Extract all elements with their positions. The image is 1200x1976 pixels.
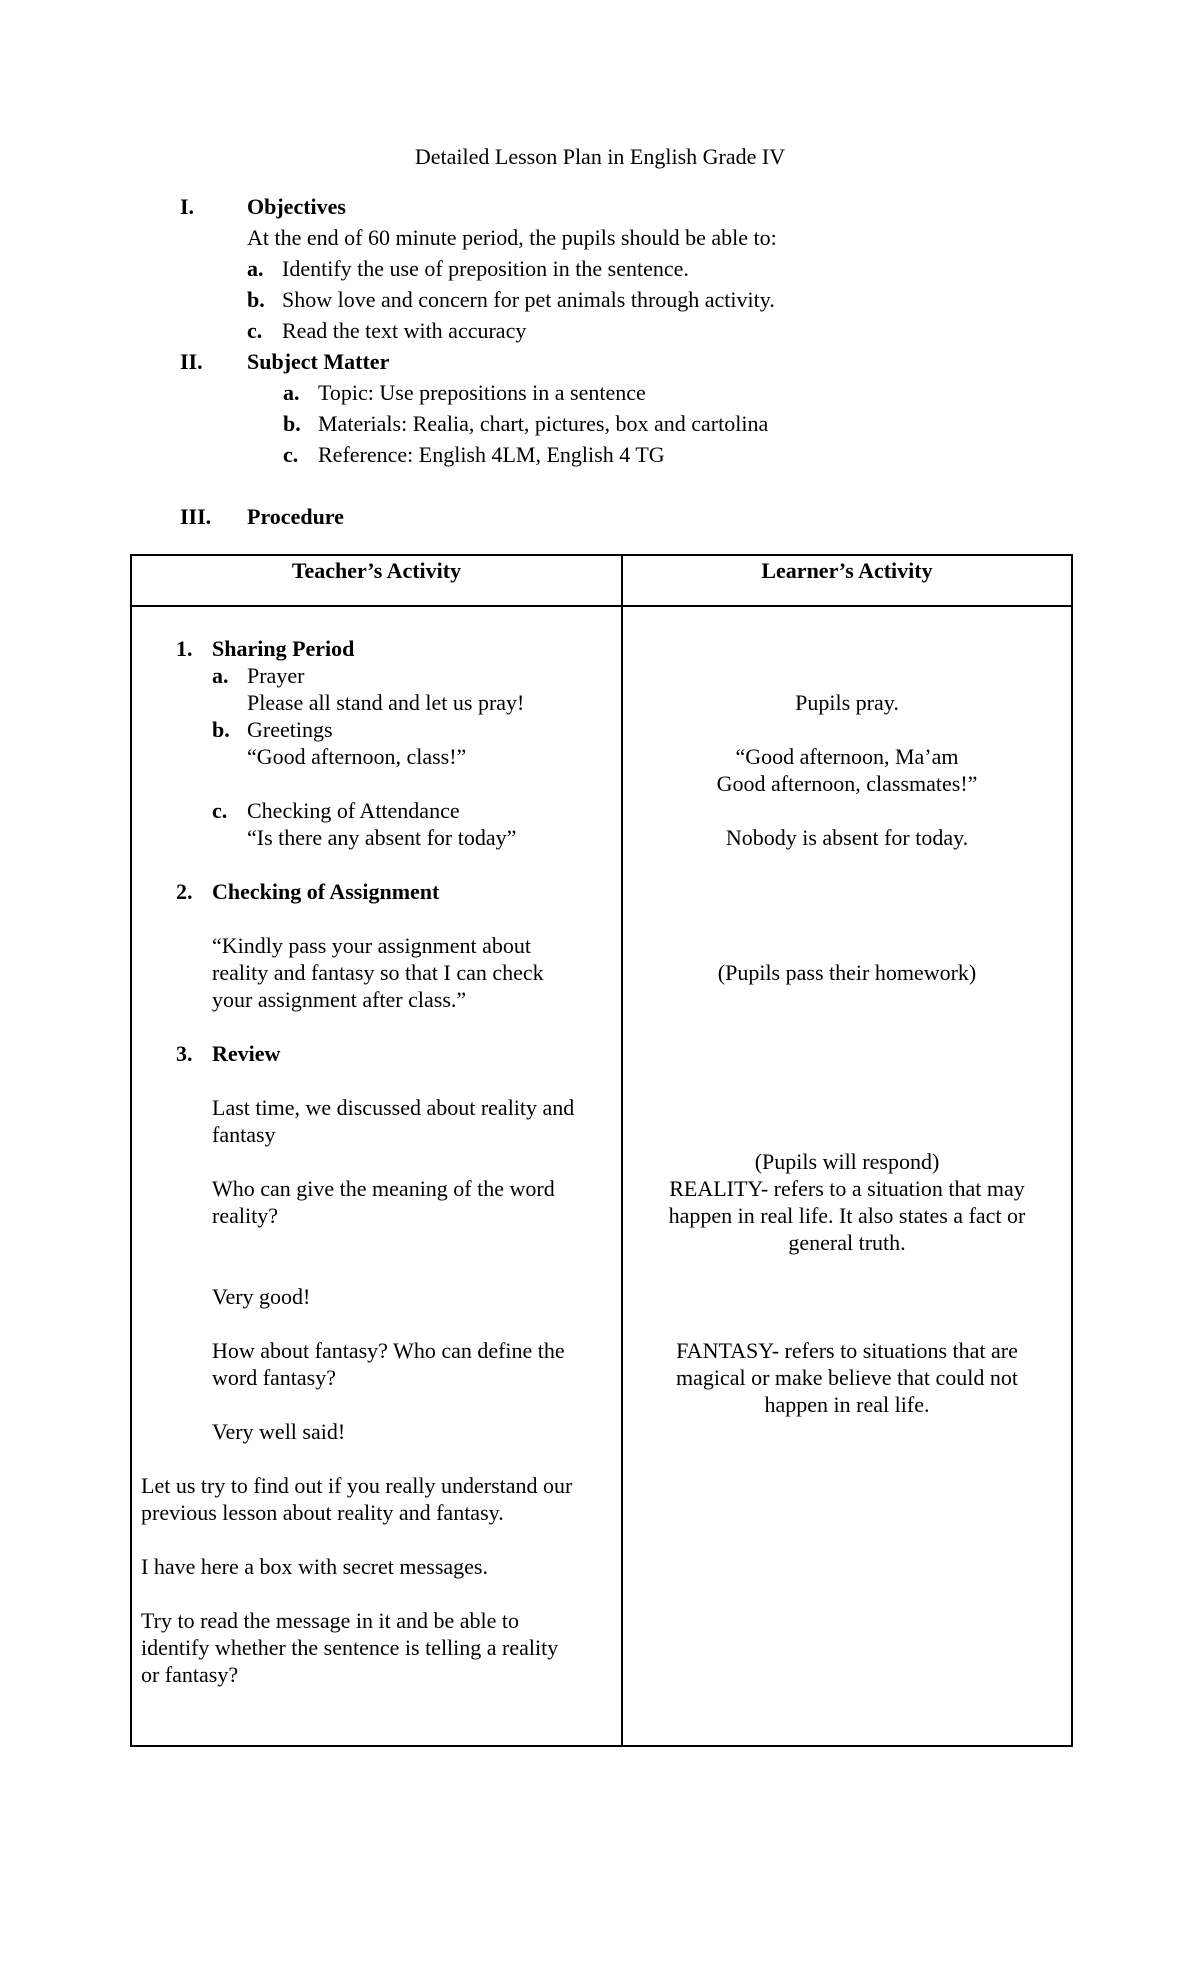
teacher-line: word fantasy? bbox=[212, 1365, 337, 1390]
list-item: Read the text with accuracy bbox=[282, 318, 527, 343]
list-item: Show love and concern for pet animals through activity. bbox=[282, 287, 775, 312]
list-label: b. bbox=[283, 411, 301, 436]
teacher-line: Let us try to find out if you really understand our bbox=[141, 1473, 573, 1498]
list-item: Reference: English 4LM, English 4 TG bbox=[318, 442, 665, 467]
step-title-checking-assignment: Checking of Assignment bbox=[212, 879, 440, 904]
section-numeral: II. bbox=[180, 349, 203, 374]
objectives-intro: At the end of 60 minute period, the pupils should be able to: bbox=[247, 225, 777, 250]
table-header-divider bbox=[130, 605, 1073, 607]
teacher-line: fantasy bbox=[212, 1122, 276, 1147]
learner-line: (Pupils pass their homework) bbox=[717, 960, 977, 985]
teacher-line: or fantasy? bbox=[141, 1662, 239, 1687]
sub-step-title: Checking of Attendance bbox=[247, 798, 460, 823]
learner-line: Good afternoon, classmates!” bbox=[716, 771, 978, 796]
teacher-line: How about fantasy? Who can define the bbox=[212, 1338, 565, 1363]
learner-line: FANTASY- refers to situations that are bbox=[676, 1338, 1018, 1363]
table-border-right bbox=[1071, 554, 1073, 1747]
teacher-activity-header: Teacher’s Activity bbox=[291, 558, 462, 583]
learner-line: REALITY- refers to a situation that may bbox=[669, 1176, 1025, 1201]
teacher-line: identify whether the sentence is telling a reality bbox=[141, 1635, 559, 1660]
learner-line: Pupils pray. bbox=[795, 690, 899, 715]
section-heading-procedure: Procedure bbox=[247, 504, 344, 529]
step-number: 2. bbox=[176, 879, 193, 904]
learner-line: Nobody is absent for today. bbox=[725, 825, 969, 850]
list-item: Identify the use of preposition in the sentence. bbox=[282, 256, 689, 281]
section-numeral: III. bbox=[180, 504, 212, 529]
teacher-line: reality? bbox=[212, 1203, 278, 1228]
teacher-line: Last time, we discussed about reality and bbox=[212, 1095, 575, 1120]
sub-step-title: Greetings bbox=[247, 717, 333, 742]
learner-activity-header: Learner’s Activity bbox=[761, 558, 933, 583]
step-title-sharing-period: Sharing Period bbox=[212, 636, 355, 661]
section-heading-objectives: Objectives bbox=[247, 194, 346, 219]
learner-line: general truth. bbox=[788, 1230, 906, 1255]
learner-line: (Pupils will respond) bbox=[754, 1149, 940, 1174]
teacher-line: I have here a box with secret messages. bbox=[141, 1554, 488, 1579]
teacher-line: your assignment after class.” bbox=[212, 987, 467, 1012]
learner-line: happen in real life. bbox=[764, 1392, 930, 1417]
list-label: b. bbox=[247, 287, 265, 312]
list-label: a. bbox=[283, 380, 300, 405]
step-number: 1. bbox=[176, 636, 193, 661]
learner-line: “Good afternoon, Ma’am bbox=[735, 744, 959, 769]
teacher-line: Who can give the meaning of the word bbox=[212, 1176, 555, 1201]
teacher-line: “Good afternoon, class!” bbox=[247, 744, 467, 769]
teacher-line: Very well said! bbox=[212, 1419, 346, 1444]
sub-step-label: a. bbox=[212, 663, 229, 688]
table-border-left bbox=[130, 554, 132, 1747]
list-label: a. bbox=[247, 256, 264, 281]
sub-step-label: b. bbox=[212, 717, 230, 742]
section-heading-subject-matter: Subject Matter bbox=[247, 349, 390, 374]
page-title: Detailed Lesson Plan in English Grade IV bbox=[414, 144, 786, 169]
teacher-line: Please all stand and let us pray! bbox=[247, 690, 525, 715]
teacher-line: “Kindly pass your assignment about bbox=[212, 933, 531, 958]
list-item: Topic: Use prepositions in a sentence bbox=[318, 380, 646, 405]
teacher-line: “Is there any absent for today” bbox=[247, 825, 517, 850]
table-border-top bbox=[130, 554, 1073, 556]
list-item: Materials: Realia, chart, pictures, box and cartolina bbox=[318, 411, 769, 436]
section-numeral: I. bbox=[180, 194, 195, 219]
table-border-bottom bbox=[130, 1745, 1073, 1747]
teacher-line: Very good! bbox=[212, 1284, 311, 1309]
step-title-review: Review bbox=[212, 1041, 281, 1066]
teacher-line: previous lesson about reality and fantasy. bbox=[141, 1500, 504, 1525]
learner-line: happen in real life. It also states a fact or bbox=[668, 1203, 1026, 1228]
learner-line: magical or make believe that could not bbox=[675, 1365, 1019, 1390]
sub-step-title: Prayer bbox=[247, 663, 305, 688]
teacher-line: reality and fantasy so that I can check bbox=[212, 960, 544, 985]
step-number: 3. bbox=[176, 1041, 193, 1066]
teacher-line: Try to read the message in it and be able to bbox=[141, 1608, 519, 1633]
list-label: c. bbox=[247, 318, 263, 343]
sub-step-label: c. bbox=[212, 798, 228, 823]
list-label: c. bbox=[283, 442, 299, 467]
